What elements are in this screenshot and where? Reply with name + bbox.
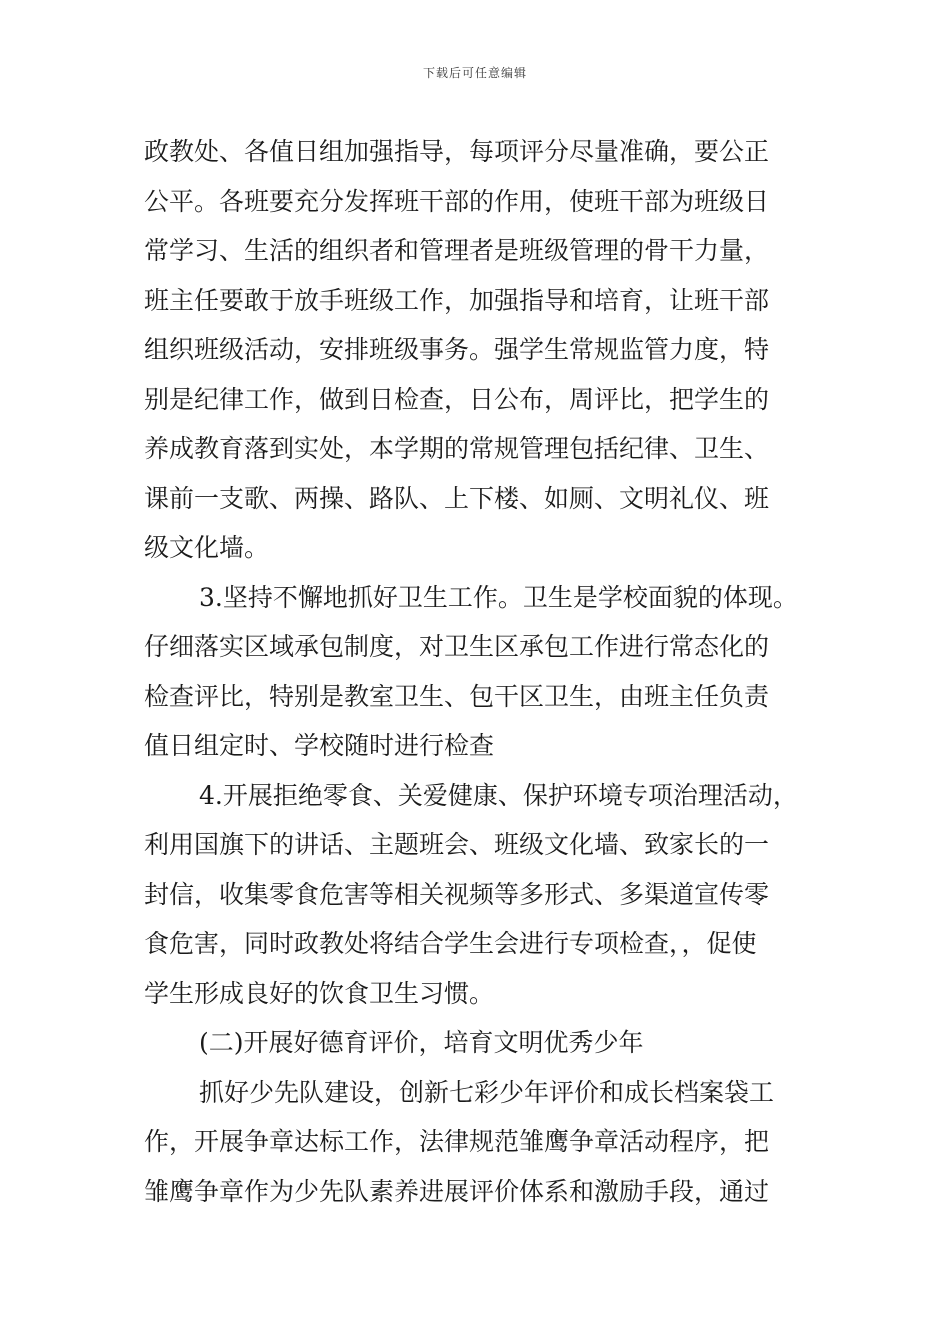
text-line: 检查评比，特别是教室卫生、包干区卫生，由班主任负责: [144, 681, 770, 711]
text-line: 公平。各班要充分发挥班干部的作用，使班干部为班级日: [144, 186, 770, 216]
page-header: 下载后可任意编辑: [422, 66, 527, 80]
document-body: [144, 127, 814, 1216]
text-line: 值日组定时、学校随时进行检查: [144, 731, 495, 760]
text-line: 别是纪律工作，做到日检查，日公布，周评比，把学生的: [144, 384, 770, 414]
text-line: 3.坚持不懈地抓好卫生工作。卫生是学校面貌的体现。: [199, 582, 798, 612]
text-line: 4.开展拒绝零食、关爱健康、保护环境专项治理活动，: [199, 780, 798, 810]
text-line: 食危害，同时政教处将结合学生会进行专项检查，，促使: [144, 929, 757, 958]
text-line: 利用国旗下的讲话、主题班会、班级文化墙、致家长的一: [144, 830, 770, 859]
text-line: 雏鹰争章作为少先队素养进展评价体系和激励手段，通过: [144, 1176, 770, 1206]
text-line: 级文化墙。: [144, 533, 270, 562]
text-line: 学生形成良好的饮食卫生习惯。: [144, 978, 495, 1008]
text-line: 政教处、各值日组加强指导，每项评分尽量准确，要公正: [144, 137, 770, 166]
text-line: 组织班级活动，安排班级事务。强学生常规监管力度，特: [144, 335, 770, 364]
text-line: 作，开展争章达标工作，法律规范雏鹰争章活动程序，把: [144, 1127, 770, 1156]
text-line: 仔细落实区域承包制度，对卫生区承包工作进行常态化的: [144, 632, 770, 661]
text-line: (二)开展好德育评价，培育文明优秀少年: [199, 1028, 644, 1057]
text-line: 常学习、生活的组织者和管理者是班级管理的骨干力量，: [144, 236, 770, 265]
text-line: 班主任要敢于放手班级工作，加强指导和培育，让班干部: [144, 285, 770, 315]
text-line: 封信，收集零食危害等相关视频等多形式、多渠道宣传零: [144, 879, 770, 909]
text-line: 养成教育落到实处，本学期的常规管理包括纪律、卫生、: [144, 434, 770, 463]
text-line: 抓好少先队建设，创新七彩少年评价和成长档案袋工: [199, 1077, 775, 1107]
text-line: 课前一支歌、两操、路队、上下楼、如厕、文明礼仪、班: [144, 483, 770, 513]
